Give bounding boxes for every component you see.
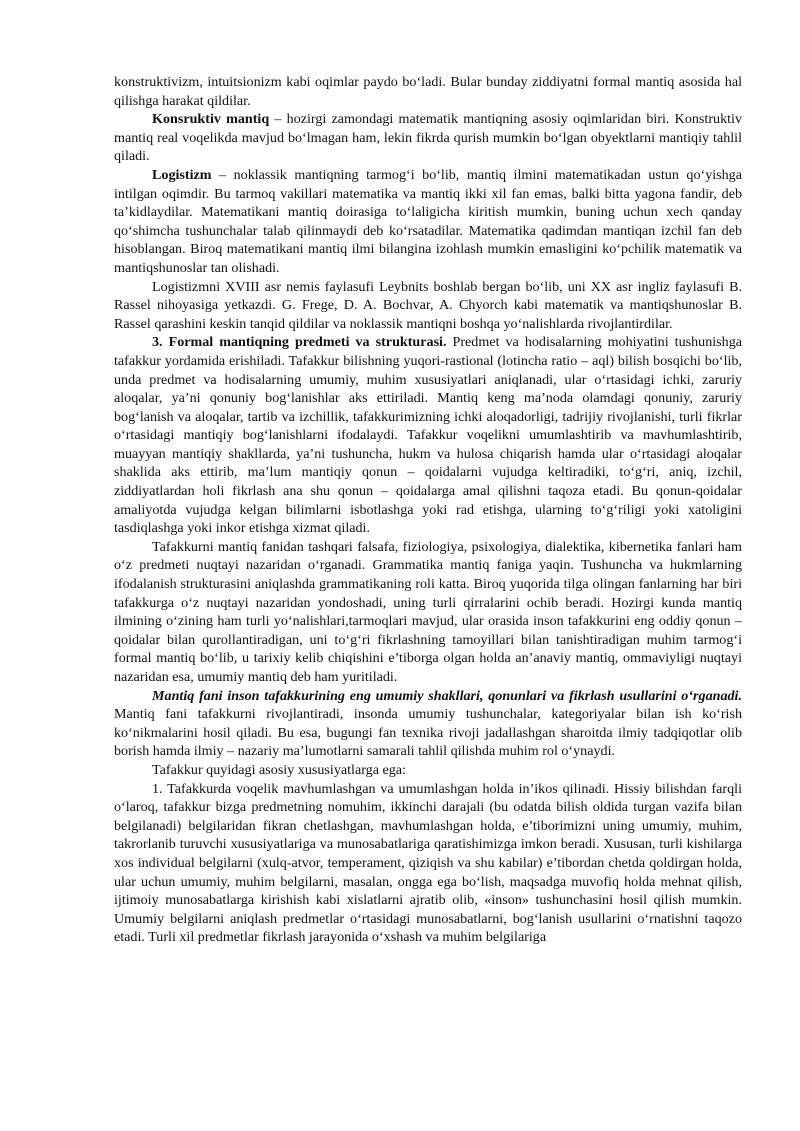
term-konstruktiv-mantiq: Konsruktiv mantiq	[152, 111, 270, 128]
paragraph-text: – hozirgi zamondagi matematik mantiqning asosiy oqimlaridan biri. Konstruktiv mantiq real voqelikda mavjud bo‘lmagan ham, lekin fikrda qurish mumkin bo‘lgan obyektlarni mantiqiy tahlil qiladi.	[114, 111, 742, 165]
emphasis-mantiq-fani: Mantiq fani inson tafakkurining eng umumiy shakllari, qonunlari va fikrlash usullarini o‘rganadi.	[152, 687, 742, 704]
paragraph-mantiq-fani	[114, 687, 742, 761]
paragraph-text: Predmet va hodisalarning mohiyatini tushunishga tafakkur yordamida erishiladi. Tafakkur bilishning yuqori-rastional (lotincha ratio – aql) bilish bosqichi bo‘lib, unda predmet va hodisalarning umumiy, muhim xususiyatlari aniqlanadi, ular o‘rtasidagi ichki, zaruriy aloqalar, ya’ni qonuniy bog‘lanishlar aks ettiriladi. Mantiq keng ma’noda olamdagi qonuniy, zaruriy bog‘lanish va aloqalar, tartib va izchillik, tafakkurimizning ichki aloqadorligi, tadrijiy rivojlanishi, turli fikrlar o‘rtasidagi mantiqiy bog‘lanishlarni ifodalaydi. Tafakkur voqelikni umumlashtirib va mavhumlashtirib, muayyan mantiqiy shakllarda, ya’ni tushuncha, hukm va hulosa chiqarish hamda ular o‘rtasidagi aloqalar shaklida aks ettirib, ma’lum mantiqiy qonun – qoidalarni vujudga keltiradiki, to‘g‘ri, aniq, izchil, ziddiyatlardan holi fikrlash ana shu qonun – qoidalarga amal qilishni taqoza etadi. Bu qonun-qoidalar amaliyotda vujudga kelgan bilimlarni isbotlashga yoki rad etishga, ularning to‘g‘riligi yoki xatoligini tasdiqlashga yoki inkor etishga xizmat qiladi.	[114, 334, 742, 537]
paragraph-konstruktiv-mantiq	[114, 110, 742, 166]
paragraph-xususiyatlar-intro: Tafakkur quyidagi asosiy xususiyatlarga ega:	[152, 761, 406, 778]
term-logistizm: Logistizm	[152, 166, 212, 183]
paragraph-leybnits: Logistizmni XVIII asr nemis faylasufi Leybnits boshlab bergan bo‘lib, uni XX asr ingliz faylasufi B. Rassel nihoyasiga yetkazdi. G. Frege, D. A. Bochvar, A. Chyorch kabi matematik va mantiqshunoslar B. Rassel qarashini keskin tanqid qildilar va noklassik mantiqni boshqa yo‘nalishlarda rivojlantirdilar.	[114, 278, 742, 332]
paragraph-item-1: 1. Tafakkurda voqelik mavhumlashgan va umumlashgan holda in’ikos qilinadi. Hissiy bilishdan farqli o‘laroq, tafakkur bizga predmetning nomuhim, ikkinchi darajali (bu odatda bilish oldida turgan vazifa bilan belgilanadi) belgilaridan fikran chetlashgan, mavhumlashgan holda, e’tiborimizni uning umumiy, muhim, takrorlanib turuvchi xususiyatlariga va munosabatlariga qaratishimizga imkon beradi. Xususan, turli kishilarga xos individual belgilarni (xulq-atvor, temperament, qiziqish va shu kabilar) e’tibordan chetda qoldirgan holda, ular uchun umumiy, muhim belgilarni, masalan, ongga ega bo‘lish, maqsadga muvofiq holda mehnat qilish, ijtimoiy munosabatlarga kirishish kabi xislatlarni ajratib olib, «inson» tushunchasini hosil qilish mumkin. Umumiy belgilarni aniqlash predmetlar o‘rtasidagi munosabatlarni, bog‘lanish usullarini o‘rnatishni taqozo etadi. Turli xil predmetlar fikrlash jarayonida o‘xshash va muhim belgilariga	[114, 780, 742, 946]
paragraph-tafakkur-fanlar: Tafakkurni mantiq fanidan tashqari falsafa, fiziologiya, psixologiya, dialektika, kibernetika fanlari ham o‘z predmeti nuqtayi nazaridan o‘rganadi. Grammatika mantiq faniga yaqin. Tushuncha va hukmlarning ifodalanish strukturasini aniqlashda grammatikaning roli katta. Biroq yuqorida tilga olingan fanlarning har biri tafakkurga o‘z nuqtayi nazaridan yondoshadi, uning turli qirralarini ochib beradi. Hozirgi kunda mantiq ilmining o‘zining ham turli yo‘nalishlari,tarmoqlari mavjud, ular orasida inson tafakkurini eng oddiy qonun – qoidalar bilan qurollantiradigan, uni to‘g‘ri fikrlashning tamoyillari bilan tanishtiradigan muhim tarmog‘i formal mantiq bo‘lib, u tarixiy kelib chiqishini e’tiborga olgan holda an’anaviy mantiq, ommaviyligi nuqtayi nazaridan esa, umumiy mantiq deb ham yuritiladi.	[114, 538, 742, 685]
section-heading-formal-mantiq: 3. Formal mantiqning predmeti va strukturasi.	[152, 334, 447, 351]
paragraph-text: Mantiq fani tafakkurni rivojlantiradi, insonda umumiy tushunchalar, kategoriyalar bilan ish ko‘rish ko‘nikmalarini hosil qiladi. Bu esa, bugungi fan texnika rivoji jadallashgan sharoitda ilmiy tadqiqotlar olib borish hamda ilmiy – nazariy ma’lumotlarni samarali tahlil qilishda muhim rol o‘ynaydi.	[114, 706, 742, 760]
paragraph-logistizm	[114, 166, 742, 278]
paragraph-continuation: konstruktivizm, intuitsionizm kabi oqimlar paydo bo‘ladi. Bular bunday ziddiyatni formal mantiq asosida hal qilishga harakat qildilar.	[114, 74, 742, 109]
paragraph-section-3	[114, 333, 742, 538]
paragraph-text: – noklassik mantiqning tarmog‘i bo‘lib, mantiq ilmini matematikadan ustun qo‘yishga intilgan oqimdir. Bu tarmoq vakillari matematika va mantiq ikki xil fan emas, balki bitta yagona fandir, deb ta’kidlaydilar. Matematikani mantiq doirasiga to‘laligicha kiritish mumkin, buning uchun xech qanday qo‘shimcha tushunchalar talab qilinmaydi deb ko‘rsatadilar. Matematika qadimdan mantiqan izchil fan deb hisoblangan. Biroq matematikani mantiq ilmi bilangina izohlash mumkin emasligini ko‘pchilik matematik va mantiqshunoslar tan olishadi.	[114, 166, 742, 276]
